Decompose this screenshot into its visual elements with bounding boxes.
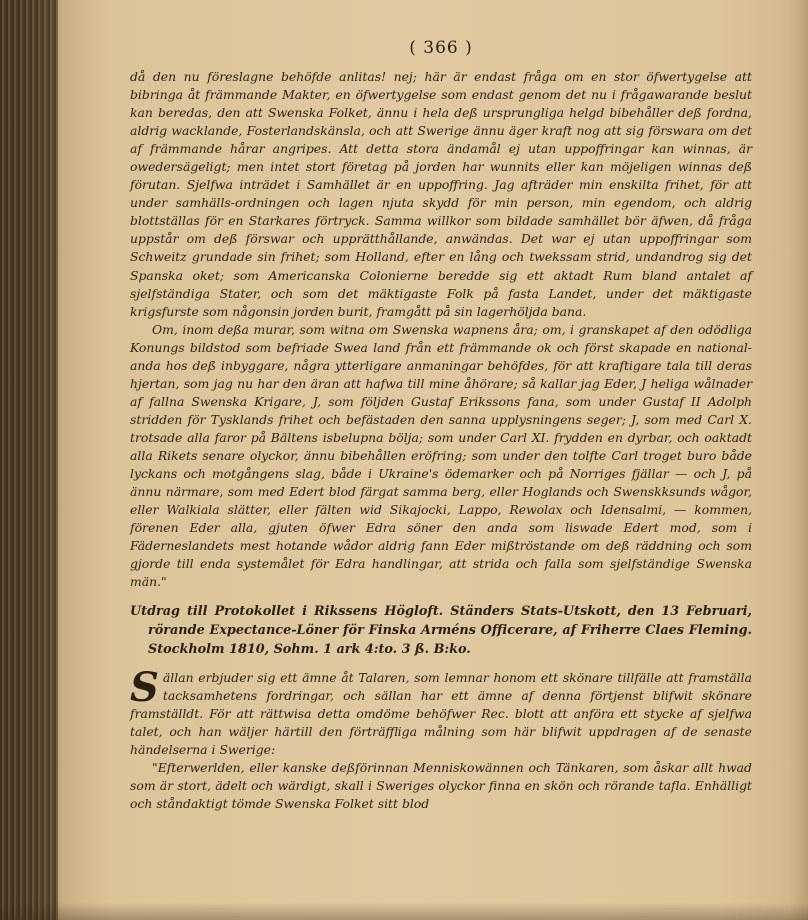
page-number: ( 366 ) [409,38,473,58]
page-bottom-edge [0,902,808,920]
paragraph-quote: "Efterwerlden, eller kanske deßförinnan Menniskowännen och Tänkaren, som åskar allt hwad som är stort, ädelt och wärdigt, skall i Sweriges olyckor finna en skön och rörande tafla. Enhälligt och ståndaktigt tömde Swenska Folket sitt blod [130,760,752,812]
drop-cap: S [130,664,159,712]
book-page [130,38,752,814]
book-gutter [0,0,58,920]
review-heading: Utdrag till Protokollet i Rikssens Högloft. Ständers Stats-Utskott, den 13 Februari, rörande Expectance-Löner för Finska Arméns Officerare, af Friherre Claes Fleming. Stockholm 1810, Sohm. 1 ark 4:to. 3 ß. B:ko. [130,604,752,657]
paragraph-review-intro [130,664,752,759]
paragraph-speech-continuation: då den nu föreslagne behöfde anlitas! nej; här är endast fråga om en stor öfwertygelse att bibringa åt främmande Makter, en öfwertygelse som endast genom det nu i frågawarande beslut kan beredas, den att Swenska Folket, ännu i hela deß ursprungliga helgd bibehåller deß fordna, aldrig wacklande, Fosterlandskänsla, och att Swerige ännu äger kraft nog att sig förswara om det af främmande hårar angripes. Att detta stora ändamål ej utan uppoffringar kan winnas, är owedersägeligt; men intet stort företag på jorden har wunnits eller kan möjeligen winnas deß förutan. Sjelfwa inträdet i Samhället är en uppoffring. Jag afträder min enskilta frihet, för att under samhälls-ordningen och lagen njuta skydd för min person, min egendom, och aldrig blottställas för en Starkares förtryck. Samma willkor som bildade samhället bör äfwen, då fråga uppstår om deß förswar och upprätthållande, anwändas. Det war ej utan uppoffringar som Schweitz grundade sin frihet; som Holland, efter en lång och twekssam strid, undandrog sig det Spanska oket; som Americanska Colonierne beredde sig ett aktadt Rum bland antalet af sjelfständiga Stater, och som det mäktigaste Folk på fasta Landet, under det mäktigaste krigsfurste som någonsin jorden burit, framgått på sin lagerhöljda bana. [130,69,752,319]
paragraph-speech-appeal: Om, inom deßa murar, som witna om Swenska wapnens åra; om, i granskapet af den odödliga Konungs bildstod som befriade Swea land från ett främmande ok och först skapade en national-anda hos deß inbyggare, några ytterligare anmaningar behöfdes, för att kraftigare tala till deras hjertan, som jag nu har den äran att hafwa till mine åhörare; så kallar jag Eder, J heliga wålnader af fallna Swenska Krigare, J, som följden Gustaf Erikssons fana, som under Gustaf II Adolph stridden för Tysklands frihet och befästaden den sanna upplysningens seger; J, som med Carl X. trotsade alla faror på Bältens isbelupna bölja; som under Carl XI. frydden en dyrbar, och oaktadt alla Rikets senare olyckor, ännu bibehållen eröfring; som under den tolfte Carl troget buro både lyckans och motgångens slag, både i Ukraine's ödemarker och på Norriges fjällar — och J, på ännu närmare, som med Edert blod färgat samma berg, eller Hoglands och Swenskksunds wågor, eller Walkiala slätter, eller fälten wid Sikajocki, Lappo, Rewolax och Idensalmi, — kommen, förenen Eder alla, gjuten öfwer Edra söner den anda som liswade Edert mod, som i Fäderneslandets mest hotande wådor aldrig fann Eder mißtröstande om deß räddning och som gjorde till enda systemålet för Edra handlingar, att strida och falla som sjelfständige Swenska män." [130,321,752,590]
paragraph-review-intro-text: ällan erbjuder sig ett ämne åt Talaren, som lemnar honom ett skönare tillfälle att framställa tacksamhetens fordringar, och sällan har ett ämne af denna förtjenst blifwit skönare framställdt. För att rättwisa detta omdöme behöfwer Rec. blott att anföra ett stycke af sjelfwa talet, och han wäljer härtill den förträffliga målning som här blifwit uppdragen af de senaste händelserna i Swerige: [130,670,752,758]
